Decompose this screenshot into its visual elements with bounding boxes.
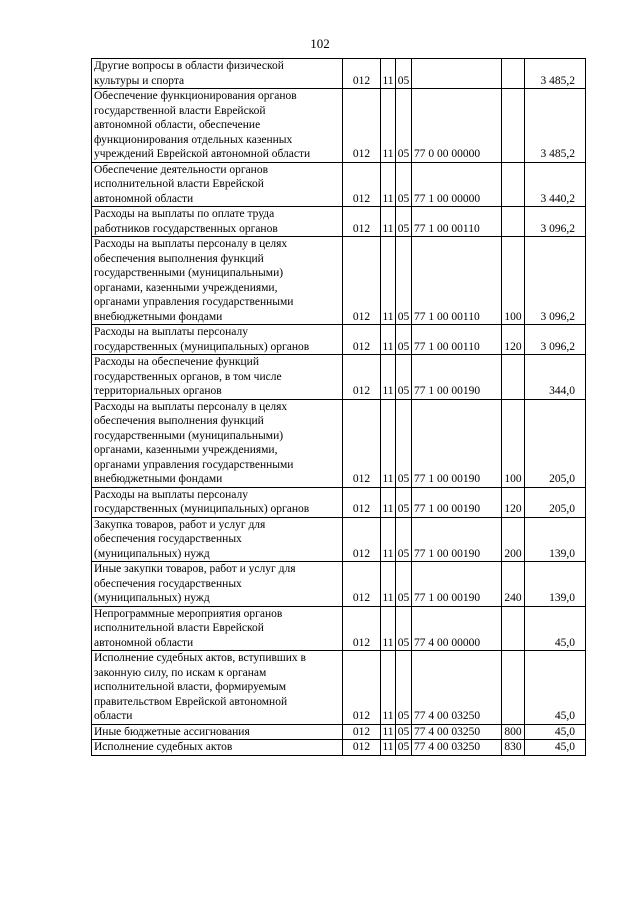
row-target-code-cell bbox=[412, 59, 502, 89]
row-section-code-cell: 11 bbox=[381, 162, 396, 207]
row-name-cell: Иные закупки товаров, работ и услуг для обеспечения государственных (муниципальных) нужд bbox=[92, 562, 343, 607]
row-admin-code-cell: 012 bbox=[343, 740, 381, 756]
row-admin-code-cell: 012 bbox=[343, 562, 381, 607]
table-row bbox=[92, 651, 586, 725]
row-expense-type-cell: 200 bbox=[502, 517, 525, 562]
row-section-code-cell: 11 bbox=[381, 355, 396, 400]
row-subsection-code-cell: 05 bbox=[396, 399, 412, 487]
row-name-cell: Расходы на обеспечение функций государственных органов, в том числе территориальных органов bbox=[92, 355, 343, 400]
row-sum-cell: 205,0 bbox=[525, 487, 586, 517]
row-admin-code-cell: 012 bbox=[343, 89, 381, 163]
table-row bbox=[92, 562, 586, 607]
row-name-cell: Расходы на выплаты персоналу в целях обеспечения выполнения функций государственными (муниципальными) органами, казенными учреждениями, органами управления государственными внебюджетными фондами bbox=[92, 399, 343, 487]
row-subsection-code-cell: 05 bbox=[396, 89, 412, 163]
row-name-cell: Исполнение судебных актов bbox=[92, 740, 343, 756]
table-row bbox=[92, 207, 586, 237]
row-target-code-cell: 77 1 00 00190 bbox=[412, 399, 502, 487]
row-target-code-cell: 77 1 00 00110 bbox=[412, 237, 502, 325]
table-row bbox=[92, 355, 586, 400]
row-section-code-cell: 11 bbox=[382, 741, 394, 753]
table-row bbox=[92, 59, 586, 89]
row-sum-cell: 45,0 bbox=[525, 740, 586, 756]
row-name-cell: Расходы на выплаты персоналу государственных (муниципальных) органов bbox=[92, 487, 343, 517]
row-target-code-cell: 77 4 00 00000 bbox=[412, 606, 502, 651]
row-section-code-cell: 11 bbox=[381, 207, 396, 237]
row-name-cell: Исполнение судебных актов, вступивших в законную силу, по искам к органам исполнительной власти, формируемым правительством Еврейской автономной области bbox=[92, 651, 343, 725]
row-admin-code-cell: 012 bbox=[343, 59, 381, 89]
row-sum-cell: 3 440,2 bbox=[525, 162, 586, 207]
row-target-code-cell: 77 1 00 00110 bbox=[412, 207, 502, 237]
row-sum-cell: 3 485,2 bbox=[525, 59, 586, 89]
table-row bbox=[92, 162, 586, 207]
row-subsection-code-cell: 05 bbox=[396, 517, 412, 562]
row-expense-type-cell: 100 bbox=[502, 399, 525, 487]
row-target-code-cell: 77 4 00 03250 bbox=[412, 740, 502, 756]
row-target-code-cell: 77 1 00 00190 bbox=[412, 355, 502, 400]
table-row bbox=[92, 606, 586, 651]
row-subsection-code-cell: 05 bbox=[396, 237, 412, 325]
row-subsection-code-cell: 05 bbox=[396, 724, 412, 740]
row-sum-cell: 3 485,2 bbox=[525, 89, 586, 163]
row-target-code-cell: 77 0 00 00000 bbox=[412, 89, 502, 163]
table-row bbox=[92, 399, 586, 487]
row-sum-cell: 205,0 bbox=[525, 399, 586, 487]
row-name-cell: Расходы на выплаты по оплате труда работников государственных органов bbox=[92, 207, 343, 237]
row-subsection-code-cell: 05 bbox=[396, 651, 412, 725]
row-admin-code-cell: 012 bbox=[343, 237, 381, 325]
row-expense-type-cell: 120 bbox=[502, 487, 525, 517]
row-subsection-code-cell: 05 bbox=[396, 355, 412, 400]
row-target-code-cell: 77 1 00 00190 bbox=[412, 562, 502, 607]
row-subsection-code-cell: 05 bbox=[396, 207, 412, 237]
row-expense-type-cell: 800 bbox=[502, 724, 525, 740]
row-name-cell: Закупка товаров, работ и услуг для обеспечения государственных (муниципальных) нужд bbox=[92, 517, 343, 562]
row-subsection-code-cell: 05 bbox=[396, 325, 412, 355]
row-admin-code-cell: 012 bbox=[343, 207, 381, 237]
table-row bbox=[92, 517, 586, 562]
row-section-code-cell: 11 bbox=[381, 325, 396, 355]
table-row bbox=[92, 740, 586, 756]
row-target-code-cell: 77 4 00 03250 bbox=[412, 651, 502, 725]
row-expense-type-cell: 240 bbox=[502, 562, 525, 607]
row-section-code-cell: 11 bbox=[381, 487, 396, 517]
row-admin-code-cell: 012 bbox=[343, 487, 381, 517]
row-target-code-cell: 77 1 00 00190 bbox=[412, 517, 502, 562]
row-sum-cell: 3 096,2 bbox=[525, 237, 586, 325]
row-name-cell: Иные бюджетные ассигнования bbox=[92, 724, 343, 740]
row-expense-type-cell bbox=[502, 207, 525, 237]
row-section-code-cell: 11 bbox=[381, 606, 396, 651]
row-name-cell: Другие вопросы в области физической культуры и спорта bbox=[92, 59, 343, 89]
row-name-cell: Обеспечение деятельности органов исполнительной власти Еврейской автономной области bbox=[92, 162, 343, 207]
row-subsection-code-cell: 05 bbox=[396, 740, 412, 756]
row-sum-cell: 344,0 bbox=[525, 355, 586, 400]
row-section-code-cell: 11 bbox=[381, 59, 396, 89]
row-expense-type-cell: 100 bbox=[502, 237, 525, 325]
row-name-cell: Расходы на выплаты персоналу в целях обеспечения выполнения функций государственными (муниципальными) органами, казенными учреждениями, органами управления государственными внебюджетными фондами bbox=[92, 237, 343, 325]
row-sum-cell: 3 096,2 bbox=[525, 325, 586, 355]
row-subsection-code-cell: 05 bbox=[396, 59, 412, 89]
row-expense-type-cell bbox=[502, 162, 525, 207]
row-section-code-cell: 11 bbox=[381, 562, 396, 607]
row-admin-code-cell: 012 bbox=[343, 517, 381, 562]
row-expense-type-cell: 120 bbox=[502, 325, 525, 355]
row-target-code-cell: 77 4 00 03250 bbox=[412, 724, 502, 740]
page-number: 102 bbox=[310, 36, 330, 51]
row-section-code-cell: 11 bbox=[382, 725, 394, 738]
table-row bbox=[92, 89, 586, 163]
row-expense-type-cell bbox=[502, 606, 525, 651]
row-admin-code-cell: 012 bbox=[343, 325, 381, 355]
table-row bbox=[92, 325, 586, 355]
table-row bbox=[92, 724, 586, 740]
row-sum-cell: 139,0 bbox=[525, 517, 586, 562]
row-subsection-code-cell: 05 bbox=[396, 487, 412, 517]
row-subsection-code-cell: 05 bbox=[396, 162, 412, 207]
row-sum-cell: 139,0 bbox=[525, 562, 586, 607]
row-admin-code-cell: 012 bbox=[343, 606, 381, 651]
row-admin-code-cell: 012 bbox=[343, 724, 381, 740]
row-section-code-cell: 11 bbox=[381, 651, 396, 725]
row-expense-type-cell bbox=[502, 651, 525, 725]
row-target-code-cell: 77 1 00 00110 bbox=[412, 325, 502, 355]
row-target-code-cell: 77 1 00 00190 bbox=[412, 487, 502, 517]
row-expense-type-cell: 830 bbox=[502, 740, 525, 756]
budget-table bbox=[91, 58, 586, 756]
row-name-cell: Обеспечение функционирования органов государственной власти Еврейской автономной области, обеспечение функционирования отдельных казенных учреждений Еврейской автономной области bbox=[92, 89, 343, 163]
row-subsection-code-cell: 05 bbox=[396, 606, 412, 651]
row-expense-type-cell bbox=[502, 59, 525, 89]
row-target-code-cell: 77 1 00 00000 bbox=[412, 162, 502, 207]
row-section-code-cell: 11 bbox=[381, 89, 396, 163]
row-subsection-code-cell: 05 bbox=[396, 562, 412, 607]
table-row bbox=[92, 487, 586, 517]
row-section-code-cell: 11 bbox=[381, 517, 396, 562]
table-body bbox=[92, 59, 586, 756]
row-sum-cell: 3 096,2 bbox=[525, 207, 586, 237]
row-admin-code-cell: 012 bbox=[343, 162, 381, 207]
row-sum-cell: 45,0 bbox=[525, 606, 586, 651]
row-sum-cell: 45,0 bbox=[525, 651, 586, 725]
row-expense-type-cell bbox=[502, 89, 525, 163]
row-admin-code-cell: 012 bbox=[343, 651, 381, 725]
row-name-cell: Расходы на выплаты персоналу государственных (муниципальных) органов bbox=[92, 325, 343, 355]
row-section-code-cell: 11 bbox=[381, 237, 396, 325]
row-sum-cell: 45,0 bbox=[525, 724, 586, 740]
table-row bbox=[92, 237, 586, 325]
row-admin-code-cell: 012 bbox=[343, 355, 381, 400]
row-section-code-cell: 11 bbox=[381, 399, 396, 487]
row-expense-type-cell bbox=[502, 355, 525, 400]
row-name-cell: Непрограммные мероприятия органов исполнительной власти Еврейской автономной области bbox=[92, 606, 343, 651]
row-admin-code-cell: 012 bbox=[343, 399, 381, 487]
